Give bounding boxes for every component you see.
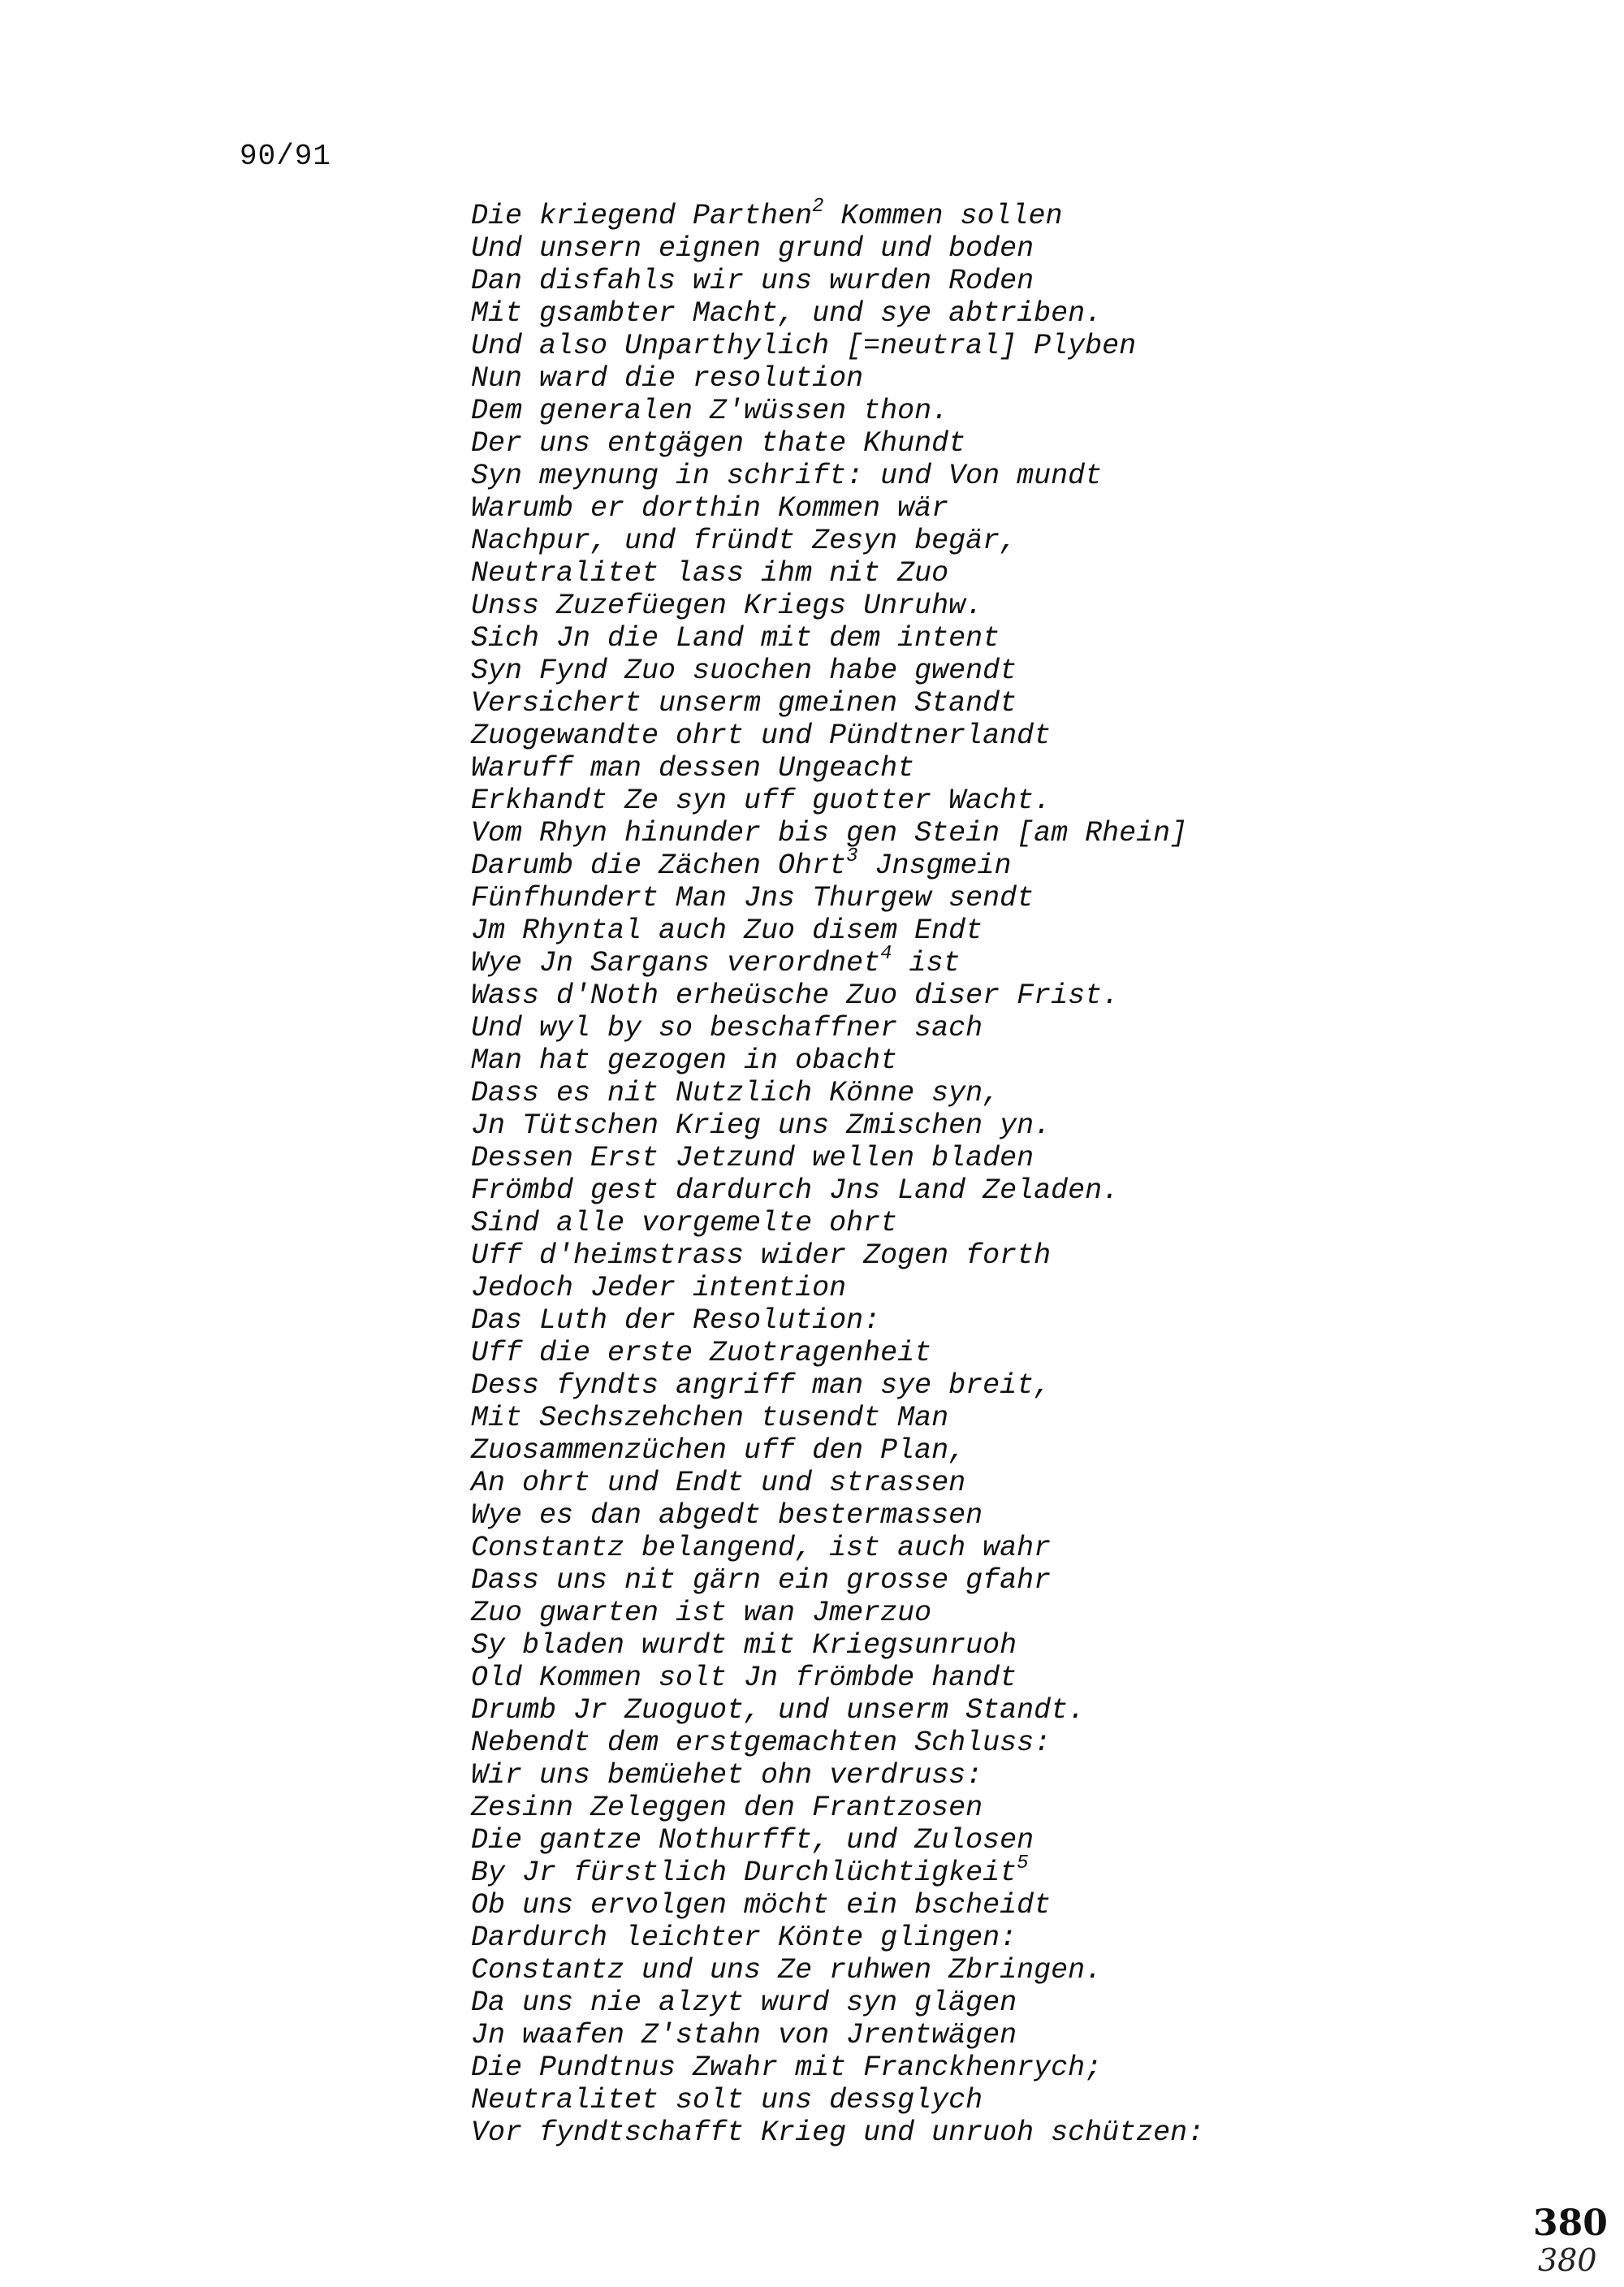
footnote-marker: 2: [812, 196, 824, 218]
verse-line-text: Das Luth der Resolution:: [471, 1304, 881, 1337]
verse-line-text: Uff d'heimstrass wider Zogen forth: [471, 1239, 1052, 1272]
verse-line: [471, 979, 1592, 1012]
archive-number-stamp: [1527, 2193, 1616, 2282]
verse-line: [471, 297, 1592, 330]
verse-line: [471, 1044, 1592, 1077]
verse-line: [471, 1304, 1592, 1337]
verse-line-text: Vom Rhyn hinunder bis gen Stein [am Rhein]: [471, 817, 1188, 850]
verse-line-text: Die Pundtnus Zwahr mit Franckhenrych;: [471, 2051, 1103, 2084]
verse-line: [471, 460, 1592, 492]
page-number: 90/91: [240, 140, 332, 173]
footnote-marker: 4: [880, 943, 892, 966]
verse-line-text: Jn Tütschen Krieg uns Zmischen yn.: [471, 1109, 1052, 1142]
verse-line: [471, 1853, 1592, 1889]
verse-line: [471, 720, 1592, 752]
verse-line-text: Dem generalen Z'wüssen thon.: [471, 395, 949, 427]
verse-line: [471, 427, 1592, 460]
verse-line: [471, 1759, 1592, 1792]
verse-line-text: Wir uns bemüehet ohn verdruss:: [471, 1759, 983, 1792]
verse-line: [471, 1077, 1592, 1109]
verse-line: [471, 1012, 1592, 1044]
verse-line-text: Jedoch Jeder intention: [471, 1272, 847, 1304]
verse-line-text: Dess fyndts angriff man sye breit,: [471, 1369, 1052, 1402]
verse-line-text: Wye Jn Sargans verordnet: [471, 947, 881, 979]
verse-line-text: Da uns nie alzyt wurd syn glägen: [471, 1987, 1017, 2019]
verse-line-text: Wass d'Noth erheüsche Zuo diser Frist.: [471, 979, 1120, 1012]
verse-line-text: Unss Zuzefüegen Kriegs Unruhw.: [471, 590, 983, 622]
verse-line: [471, 1629, 1592, 1662]
verse-line-text: Constantz und uns Ze ruhwen Zbringen.: [471, 1954, 1103, 1987]
verse-line-text-continued: Jnsgmein: [857, 850, 1012, 882]
verse-line-text: Erkhandt Ze syn uff guotter Wacht.: [471, 785, 1052, 817]
verse-line-text: Neutralitet solt uns dessglych: [471, 2084, 983, 2116]
verse-line: [471, 1954, 1592, 1987]
verse-line: [471, 785, 1592, 817]
verse-line-text: Dardurch leichter Könte glingen:: [471, 1922, 1017, 1954]
verse-line: [471, 1922, 1592, 1954]
verse-line: [471, 1727, 1592, 1759]
verse-line: [471, 2051, 1592, 2084]
verse-line: [471, 395, 1592, 427]
verse-line-text: Jn waafen Z'stahn von Jrentwägen: [471, 2019, 1017, 2051]
verse-line-text: Waruff man dessen Ungeacht: [471, 752, 915, 785]
verse-line: [471, 1564, 1592, 1597]
verse-line: [471, 1792, 1592, 1824]
verse-line: [471, 525, 1592, 557]
verse-line: [471, 817, 1592, 850]
verse-line: [471, 1239, 1592, 1272]
verse-line-text-continued: Kommen sollen: [823, 200, 1063, 232]
verse-line-text: Man hat gezogen in obacht: [471, 1044, 898, 1077]
verse-line-text: Dessen Erst Jetzund wellen bladen: [471, 1142, 1034, 1174]
verse-line-text: Nebendt dem erstgemachten Schluss:: [471, 1727, 1052, 1759]
verse-line-text: An ohrt und Endt und strassen: [471, 1467, 966, 1499]
verse-line: [471, 1337, 1592, 1369]
verse-line-text: Und unsern eignen grund und boden: [471, 232, 1034, 265]
verse-line-text: Constantz belangend, ist auch wahr: [471, 1532, 1052, 1564]
verse-line: [471, 1207, 1592, 1239]
stamp-handwritten-number: 380: [1538, 2242, 1597, 2278]
verse-line-text: Sy bladen wurdt mit Kriegsunruoh: [471, 1629, 1017, 1662]
verse-line: [471, 1174, 1592, 1207]
verse-line: [471, 1272, 1592, 1304]
verse-line-text: Dan disfahls wir uns wurden Roden: [471, 265, 1034, 297]
verse-line: [471, 196, 1592, 232]
verse-line-text: Zuo gwarten ist wan Jmerzuo: [471, 1597, 932, 1629]
verse-line-text: Sich Jn die Land mit dem intent: [471, 622, 1000, 655]
verse-line: [471, 1987, 1592, 2019]
verse-line-text: Mit Sechszehchen tusendt Man: [471, 1402, 949, 1434]
verse-line-text: Syn meynung in schrift: und Von mundt: [471, 460, 1103, 492]
verse-line-text: Fünfhundert Man Jns Thurgew sendt: [471, 882, 1034, 914]
verse-line: [471, 232, 1592, 265]
verse-line: [471, 1142, 1592, 1174]
verse-line-text: Frömbd gest dardurch Jns Land Zeladen.: [471, 1174, 1120, 1207]
verse-line: [471, 914, 1592, 947]
verse-line-text: Neutralitet lass ihm nit Zuo: [471, 557, 949, 590]
verse-line: [471, 2084, 1592, 2116]
verse-line-text: Syn Fynd Zuo suochen habe gwendt: [471, 655, 1017, 687]
verse-line-text: Versichert unserm gmeinen Standt: [471, 687, 1017, 720]
verse-line-text: Dass uns nit gärn ein grosse gfahr: [471, 1564, 1052, 1597]
verse-line-text: Sind alle vorgemelte ohrt: [471, 1207, 898, 1239]
verse-line: [471, 1402, 1592, 1434]
verse-line: [471, 943, 1592, 979]
verse-line: [471, 882, 1592, 914]
verse-line-text: Drumb Jr Zuoguot, und unserm Standt.: [471, 1694, 1086, 1727]
verse-line-text-continued: ist: [892, 947, 961, 979]
verse-line-text: Die gantze Nothurfft, und Zulosen: [471, 1824, 1034, 1857]
verse-line: [471, 557, 1592, 590]
verse-line-text: Wye es dan abgedt bestermassen: [471, 1499, 983, 1532]
verse-line-text: Warumb er dorthin Kommen wär: [471, 492, 949, 525]
verse-line: [471, 2116, 1592, 2149]
verse-line: [471, 265, 1592, 297]
verse-line: [471, 655, 1592, 687]
verse-line: [471, 1694, 1592, 1727]
verse-line-text: Old Kommen solt Jn frömbde handt: [471, 1662, 1017, 1694]
verse-line: [471, 1662, 1592, 1694]
verse-line-text: Uff die erste Zuotragenheit: [471, 1337, 932, 1369]
verse-line: [471, 1499, 1592, 1532]
verse-line-text: Dass es nit Nutzlich Könne syn,: [471, 1077, 1000, 1109]
verse-line: [471, 1109, 1592, 1142]
verse-line: [471, 1369, 1592, 1402]
verse-line-text: Darumb die Zächen Ohrt: [471, 850, 847, 882]
verse-line: [471, 752, 1592, 785]
verse-line-text: Vor fyndtschafft Krieg und unruoh schützen:: [471, 2116, 1205, 2149]
verse-line-text: Die kriegend Parthen: [471, 200, 813, 232]
verse-text: [471, 196, 1592, 2149]
verse-line: [471, 330, 1592, 362]
verse-line-text: Zuogewandte ohrt und Pündtnerlandt: [471, 720, 1052, 752]
verse-line: [471, 845, 1592, 882]
verse-line: [471, 622, 1592, 655]
verse-line-text: Jm Rhyntal auch Zuo disem Endt: [471, 914, 983, 947]
verse-line: [471, 1597, 1592, 1629]
verse-line: [471, 1532, 1592, 1564]
verse-line-text: Mit gsambter Macht, und sye abtriben.: [471, 297, 1103, 330]
footnote-marker: 3: [846, 845, 858, 868]
verse-line: [471, 590, 1592, 622]
verse-line-text: Und also Unparthylich [=neutral] Plyben: [471, 330, 1137, 362]
verse-line: [471, 687, 1592, 720]
footnote-marker: 5: [1017, 1853, 1029, 1875]
verse-line-text: Zuosammenzüchen uff den Plan,: [471, 1434, 966, 1467]
verse-line: [471, 492, 1592, 525]
verse-line: [471, 1889, 1592, 1922]
verse-line-text: Und wyl by so beschaffner sach: [471, 1012, 983, 1044]
verse-line: [471, 1824, 1592, 1857]
verse-line-text: By Jr fürstlich Durchlüchtigkeit: [471, 1857, 1017, 1889]
verse-line: [471, 362, 1592, 395]
verse-line-text: Der uns entgägen thate Khundt: [471, 427, 966, 460]
stamp-number: 380: [1533, 2203, 1608, 2244]
verse-line: [471, 1434, 1592, 1467]
verse-line-text: Nun ward die resolution: [471, 362, 864, 395]
verse-line: [471, 1467, 1592, 1499]
verse-line-text: Nachpur, und fründt Zesyn begär,: [471, 525, 1017, 557]
verse-line: [471, 2019, 1592, 2051]
verse-line-text: Ob uns ervolgen möcht ein bscheidt: [471, 1889, 1052, 1922]
verse-line-text: Zesinn Zeleggen den Frantzosen: [471, 1792, 983, 1824]
